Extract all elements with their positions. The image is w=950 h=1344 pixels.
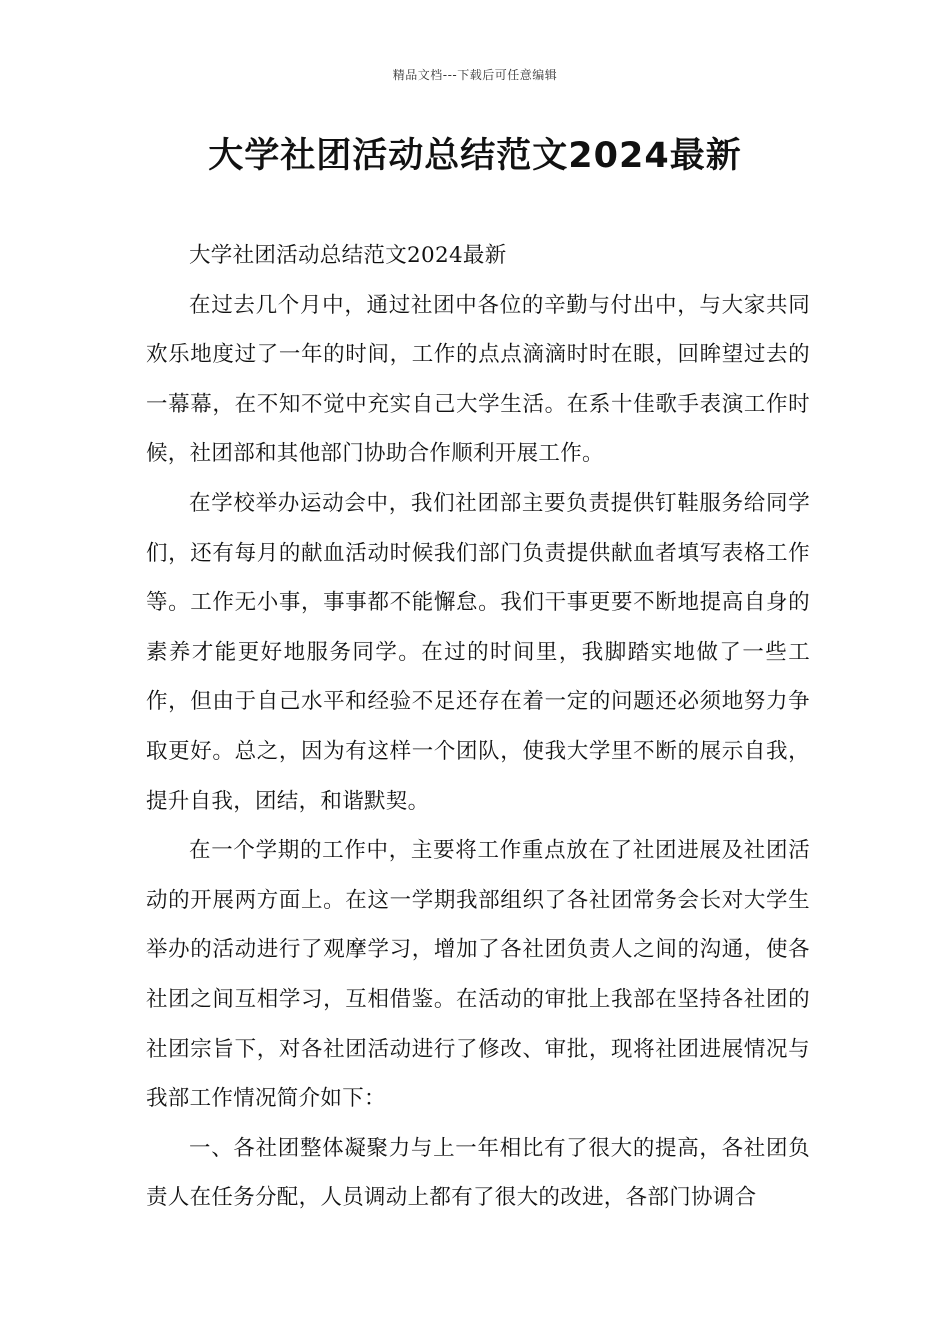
- paragraph-subtitle: 大学社团活动总结范文2024最新: [189, 243, 507, 268]
- paragraph: 在过去几个月中，通过社团中各位的辛勤与付出中，与大家共同欢乐地度过了一年的时间，工作的点点滴滴时时在眼，回眸望过去的一幕幕，在不知不觉中充实自己大学生活。在系十佳歌手表演工作时候，社团部和其他部门协助合作顺利开展工作。: [146, 292, 810, 467]
- paragraph: 在学校举办运动会中，我们社团部主要负责提供钉鞋服务给同学们，还有每月的献血活动时候我们部门负责提供献血者填写表格工作等。工作无小事，事事都不能懈怠。我们干事更要不断地提高自身的素养才能更好地服务同学。在过的时间里，我脚踏实地做了一些工作，但由于自己水平和经验不足还存在着一定的问题还必须地努力争取更好。总之，因为有这样一个团队，使我大学里不断的展示自我，提升自我，团结，和谐默契。: [146, 490, 810, 814]
- document-body: [146, 231, 810, 1223]
- paragraph: 一、各社团整体凝聚力与上一年相比有了很大的提高，各社团负责人在任务分配，人员调动上都有了很大的改进，各部门协调合: [146, 1135, 810, 1211]
- header-note: 精品文档---下载后可任意编辑: [392, 68, 558, 82]
- document-title: 大学社团活动总结范文2024最新: [208, 136, 742, 176]
- paragraph: 在一个学期的工作中，主要将工作重点放在了社团进展及社团活动的开展两方面上。在这一学期我部组织了各社团常务会长对大学生举办的活动进行了观摩学习，增加了各社团负责人之间的沟通，使各社团之间互相学习，互相借鉴。在活动的审批上我部在坚持各社团的社团宗旨下，对各社团活动进行了修改、审批，现将社团进展情况与我部工作情况简介如下：: [146, 838, 810, 1112]
